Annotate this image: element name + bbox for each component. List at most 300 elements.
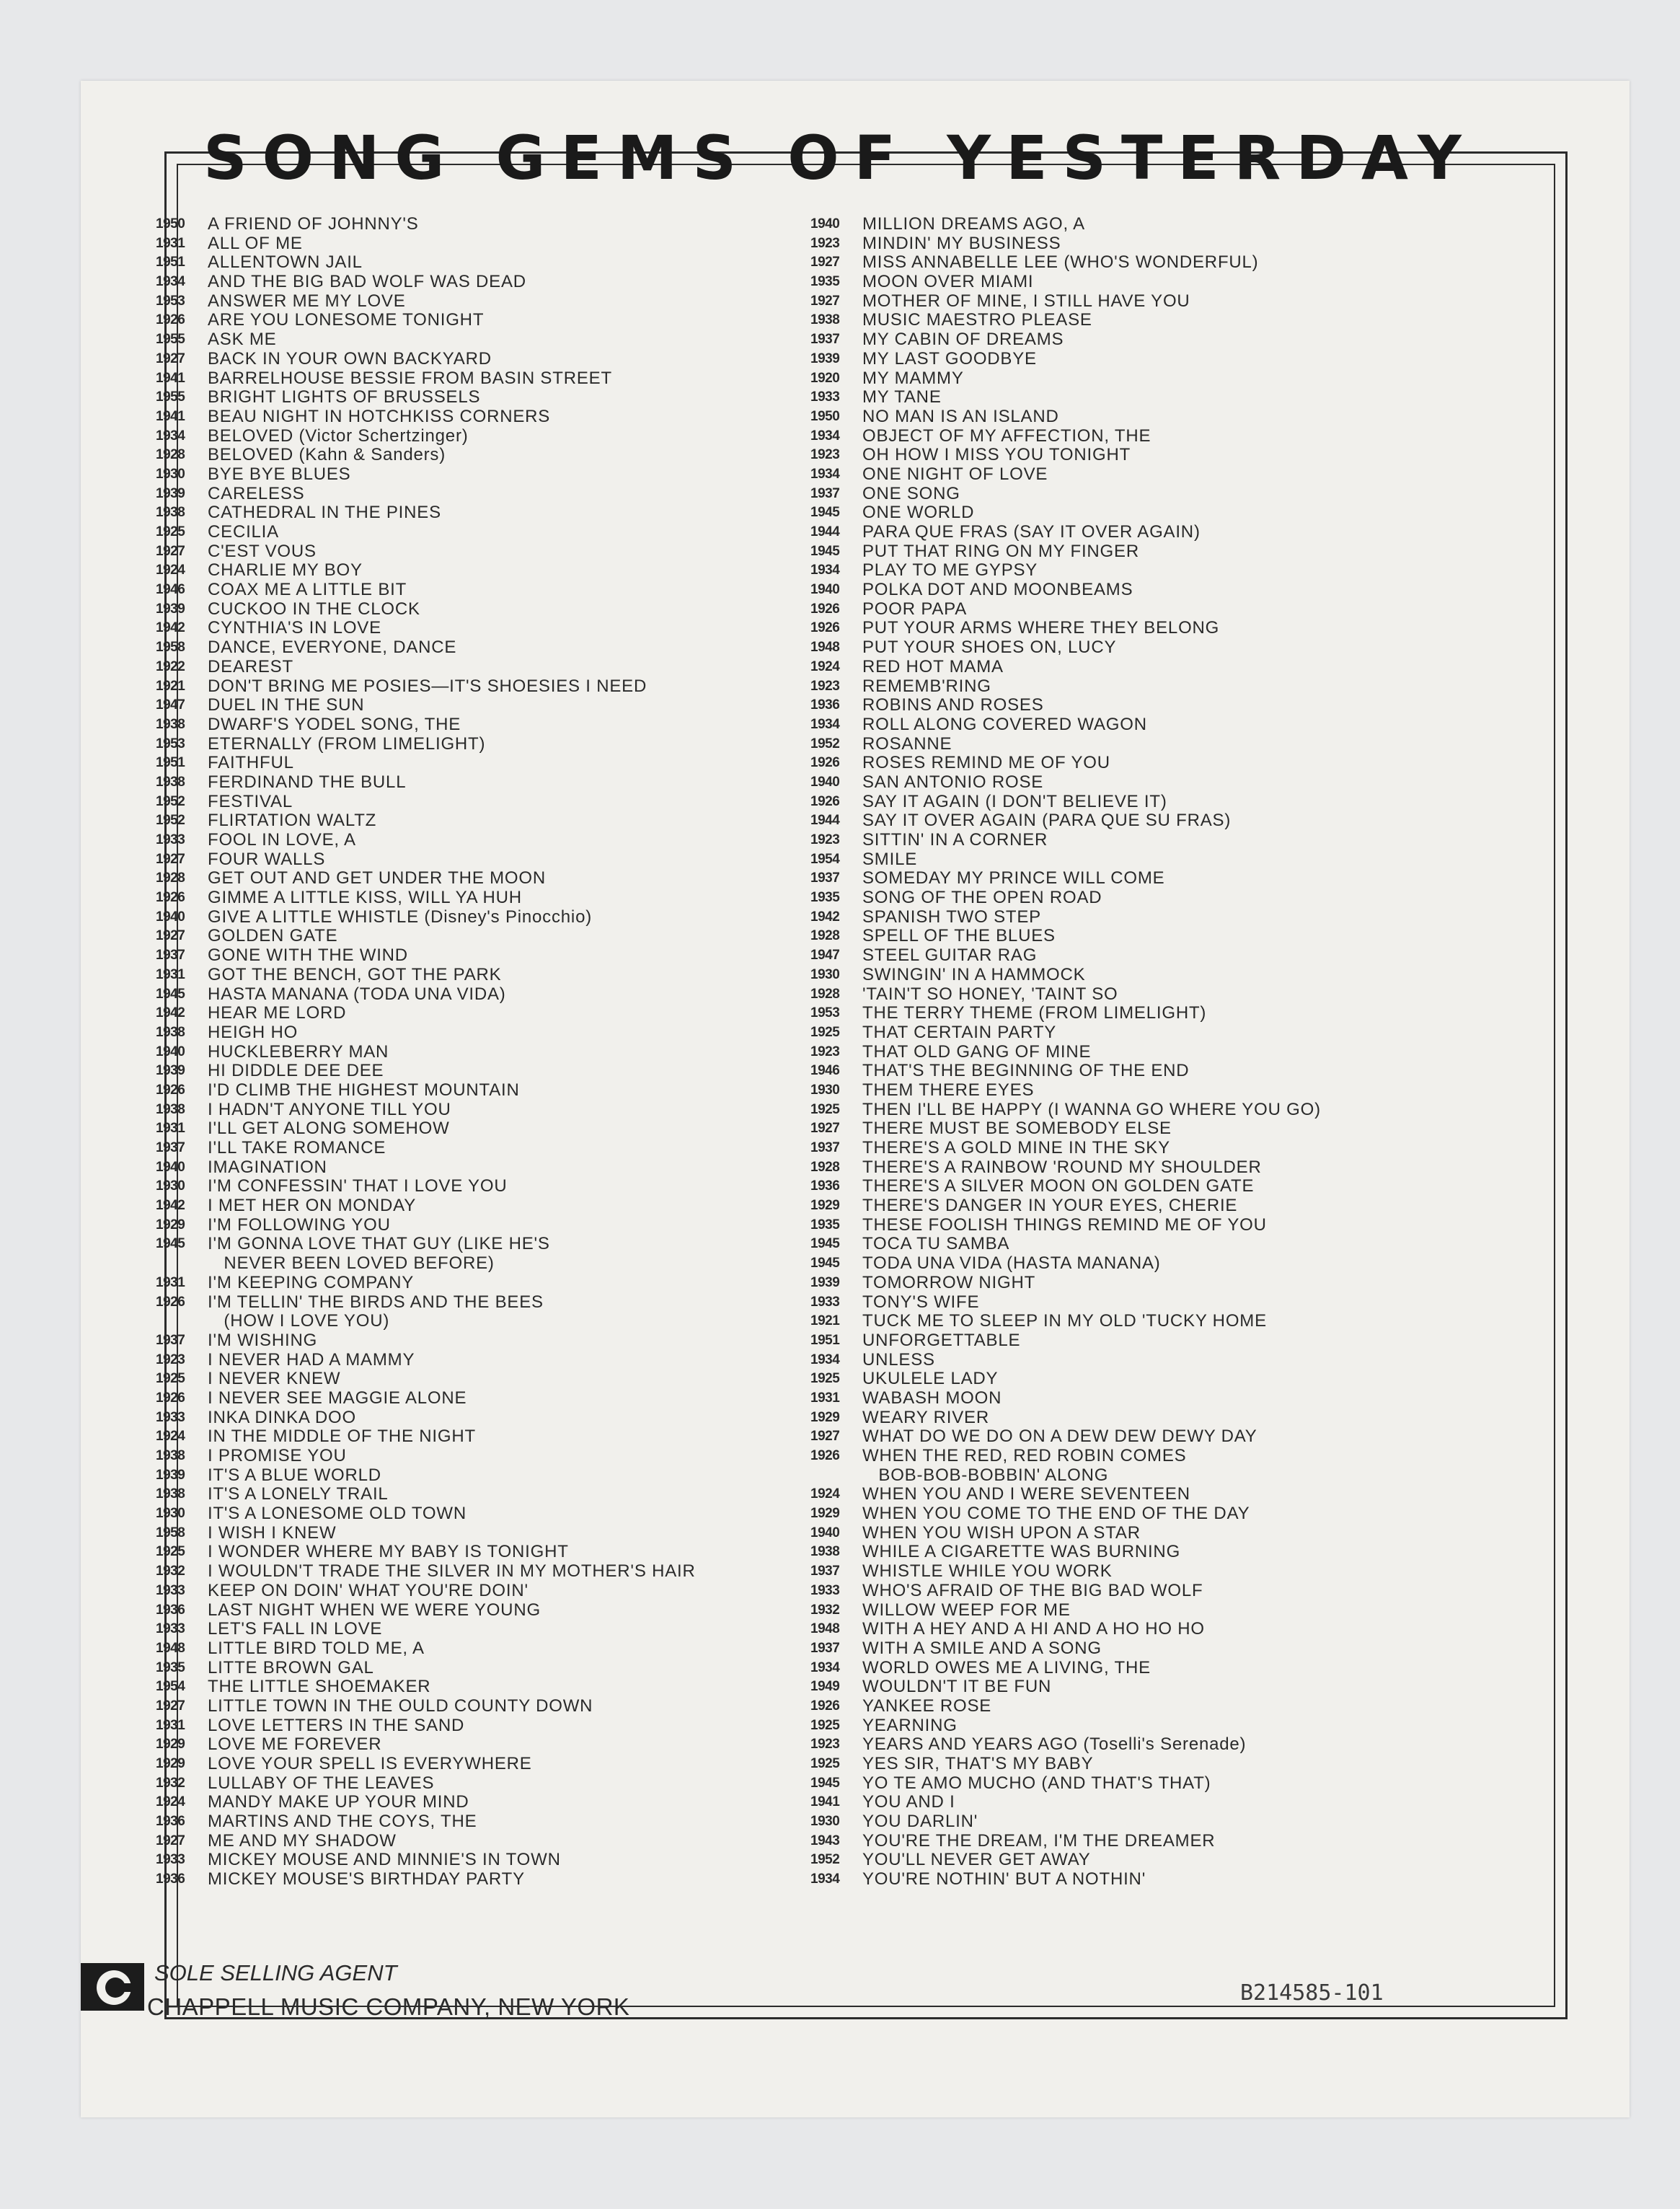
song-entry xyxy=(156,1562,776,1582)
song-year: 1948 xyxy=(810,1621,840,1637)
song-year: 1937 xyxy=(156,948,185,964)
song-title: CUCKOO IN THE CLOCK xyxy=(208,599,420,619)
song-year: 1935 xyxy=(156,1659,185,1675)
song-year: 1924 xyxy=(810,1486,840,1502)
page-title: SONG GEMS OF YESTERDAY xyxy=(203,123,1477,193)
song-title: ANSWER ME MY LOVE xyxy=(208,291,406,311)
song-title: WEARY RIVER xyxy=(862,1407,989,1427)
song-entry xyxy=(810,1774,1431,1794)
song-entry xyxy=(810,1023,1431,1043)
song-entry xyxy=(810,542,1431,562)
song-title: FLIRTATION WALTZ xyxy=(208,811,377,831)
song-title: STEEL GUITAR RAG xyxy=(862,945,1038,966)
song-title: CATHEDRAL IN THE PINES xyxy=(208,503,441,523)
song-entry xyxy=(810,1485,1431,1504)
song-year: 1939 xyxy=(810,1274,840,1290)
song-title: TODA UNA VIDA (HASTA MANANA) xyxy=(862,1253,1161,1274)
song-title: I NEVER HAD A MAMMY xyxy=(208,1349,415,1370)
song-entry xyxy=(810,754,1431,773)
song-title: YANKEE ROSE xyxy=(862,1696,992,1716)
song-title: ONE SONG xyxy=(862,483,960,503)
song-title: I'M GONNA LOVE THAT GUY (LIKE HE'S NEVER BEEN LOVED BEFORE) xyxy=(208,1234,550,1274)
song-entry xyxy=(810,619,1431,638)
song-title: THERE MUST BE SOMEBODY ELSE xyxy=(862,1119,1172,1139)
song-title: I'M KEEPING COMPANY xyxy=(208,1272,415,1292)
song-title: ME AND MY SHADOW xyxy=(208,1830,397,1851)
song-year: 1930 xyxy=(156,1506,185,1522)
song-entry xyxy=(156,485,776,504)
song-year: 1953 xyxy=(156,293,185,309)
song-title: WITH A HEY AND A HI AND A HO HO HO xyxy=(862,1619,1205,1639)
song-year: 1934 xyxy=(810,1352,840,1367)
song-entry xyxy=(156,1716,776,1736)
song-year: 1926 xyxy=(810,1448,840,1463)
song-year: 1923 xyxy=(810,1044,840,1059)
song-entry xyxy=(156,1659,776,1678)
song-title: GONE WITH THE WIND xyxy=(208,945,408,966)
song-entry xyxy=(156,1812,776,1832)
song-entry xyxy=(810,1254,1431,1274)
song-title: FOOL IN LOVE, A xyxy=(208,830,356,850)
song-year: 1928 xyxy=(810,1159,840,1175)
song-title: CHARLIE MY BOY xyxy=(208,560,363,581)
song-entry xyxy=(810,811,1431,831)
song-year: 1933 xyxy=(156,1409,185,1425)
song-year: 1937 xyxy=(810,485,840,501)
song-year: 1932 xyxy=(810,1602,840,1618)
song-year: 1938 xyxy=(156,1101,185,1117)
song-title: MY TANE xyxy=(862,387,942,407)
song-entry xyxy=(810,1389,1431,1408)
song-title: WITH A SMILE AND A SONG xyxy=(862,1638,1102,1658)
song-year: 1931 xyxy=(156,235,185,251)
song-title: UNFORGETTABLE xyxy=(862,1330,1021,1350)
song-entry xyxy=(156,292,776,312)
song-entry xyxy=(810,1793,1431,1812)
song-title: LITTLE BIRD TOLD ME, A xyxy=(208,1638,425,1658)
song-title: THERE'S A RAINBOW 'ROUND MY SHOULDER xyxy=(862,1157,1262,1177)
song-year: 1945 xyxy=(156,986,185,1002)
song-entry xyxy=(156,1543,776,1562)
song-entry xyxy=(810,1081,1431,1101)
song-year: 1921 xyxy=(810,1313,840,1329)
song-entry xyxy=(810,1235,1431,1254)
song-year: 1926 xyxy=(156,890,185,906)
song-entry xyxy=(810,1119,1431,1139)
song-entry xyxy=(810,946,1431,966)
song-year: 1940 xyxy=(810,774,840,790)
song-title: TOMORROW NIGHT xyxy=(862,1272,1036,1292)
song-year: 1926 xyxy=(156,312,185,328)
song-title: ONE NIGHT OF LOVE xyxy=(862,464,1048,484)
song-title: PUT YOUR ARMS WHERE THEY BELONG xyxy=(862,618,1220,638)
song-entry xyxy=(156,1389,776,1408)
song-entry xyxy=(810,869,1431,889)
song-entry xyxy=(156,1755,776,1774)
song-year: 1942 xyxy=(810,909,840,925)
song-entry xyxy=(810,889,1431,908)
song-year: 1940 xyxy=(810,216,840,232)
song-entry xyxy=(810,1755,1431,1774)
song-title: CARELESS xyxy=(208,483,305,503)
song-year: 1953 xyxy=(810,1005,840,1021)
song-entry xyxy=(810,350,1431,369)
song-entry xyxy=(810,1677,1431,1697)
song-title: THAT OLD GANG OF MINE xyxy=(862,1041,1092,1062)
song-title: ETERNALLY (FROM LIMELIGHT) xyxy=(208,733,486,754)
song-year: 1925 xyxy=(810,1371,840,1387)
song-year: 1953 xyxy=(156,736,185,751)
song-title: MUSIC MAESTRO PLEASE xyxy=(862,310,1092,330)
song-title: LOVE ME FOREVER xyxy=(208,1734,382,1755)
song-entry xyxy=(810,696,1431,715)
song-entry xyxy=(156,793,776,812)
song-title: WILLOW WEEP FOR ME xyxy=(862,1600,1071,1620)
song-year: 1934 xyxy=(810,1871,840,1887)
song-year: 1948 xyxy=(810,640,840,656)
song-title: I HADN'T ANYONE TILL YOU xyxy=(208,1099,451,1119)
song-title: POOR PAPA xyxy=(862,599,968,619)
song-entry xyxy=(156,1851,776,1870)
song-year: 1945 xyxy=(156,1236,185,1252)
song-entry xyxy=(156,1062,776,1081)
song-entry xyxy=(810,465,1431,485)
song-year: 1930 xyxy=(810,1082,840,1098)
song-entry xyxy=(810,927,1431,946)
song-entry xyxy=(156,1043,776,1062)
song-title: YES SIR, THAT'S MY BABY xyxy=(862,1754,1094,1774)
song-year: 1939 xyxy=(156,485,185,501)
song-title: MOTHER OF MINE, I STILL HAVE YOU xyxy=(862,291,1190,311)
song-title: UKULELE LADY xyxy=(862,1369,999,1389)
song-entry xyxy=(156,696,776,715)
song-entry xyxy=(810,1101,1431,1120)
song-entry xyxy=(156,1351,776,1370)
song-entry xyxy=(156,754,776,773)
song-title: MY MAMMY xyxy=(862,368,964,388)
song-title: THE LITTLE SHOEMAKER xyxy=(208,1677,431,1697)
song-entry xyxy=(810,1601,1431,1621)
song-year: 1945 xyxy=(810,505,840,521)
song-entry xyxy=(810,292,1431,312)
song-year: 1925 xyxy=(156,524,185,539)
song-year: 1926 xyxy=(810,601,840,617)
song-title: BACK IN YOUR OWN BACKYARD xyxy=(208,348,492,369)
song-year: 1938 xyxy=(156,505,185,521)
song-title: MINDIN' MY BUSINESS xyxy=(862,233,1061,253)
song-entry xyxy=(156,927,776,946)
song-entry xyxy=(156,1639,776,1659)
song-entry xyxy=(156,581,776,600)
song-year: 1927 xyxy=(810,1121,840,1137)
song-entry xyxy=(810,369,1431,389)
song-year: 1936 xyxy=(810,1178,840,1194)
song-entry xyxy=(810,1408,1431,1428)
song-title: ALLENTOWN JAIL xyxy=(208,252,363,273)
song-year: 1926 xyxy=(810,620,840,636)
song-year: 1938 xyxy=(156,1486,185,1502)
song-year: 1945 xyxy=(810,1775,840,1791)
song-year: 1934 xyxy=(810,466,840,482)
song-entry xyxy=(156,831,776,850)
song-year: 1934 xyxy=(810,563,840,578)
song-year: 1946 xyxy=(810,1063,840,1079)
song-year: 1945 xyxy=(810,1256,840,1271)
song-title: ALL OF ME xyxy=(208,233,303,253)
song-title: SAN ANTONIO ROSE xyxy=(862,772,1044,792)
song-entry xyxy=(810,1562,1431,1582)
song-year: 1938 xyxy=(810,312,840,328)
song-title: I MET HER ON MONDAY xyxy=(208,1196,416,1216)
song-entry xyxy=(156,215,776,234)
song-entry xyxy=(810,1735,1431,1755)
song-entry xyxy=(810,1832,1431,1851)
song-entry xyxy=(156,350,776,369)
song-title: PUT YOUR SHOES ON, LUCY xyxy=(862,638,1117,658)
song-year: 1927 xyxy=(156,1833,185,1848)
song-year: 1934 xyxy=(810,1659,840,1675)
song-title: BRIGHT LIGHTS OF BRUSSELS xyxy=(208,387,481,407)
song-entry xyxy=(810,234,1431,254)
song-entry xyxy=(810,1620,1431,1639)
song-entry xyxy=(810,1004,1431,1023)
song-title: TONY'S WIFE xyxy=(862,1292,980,1312)
song-entry xyxy=(156,1370,776,1389)
song-year: 1938 xyxy=(156,716,185,732)
song-title: ROSANNE xyxy=(862,733,952,754)
song-title: SOMEDAY MY PRINCE WILL COME xyxy=(862,868,1165,889)
song-entry xyxy=(810,215,1431,234)
song-entry xyxy=(810,1639,1431,1659)
song-entry xyxy=(810,1293,1431,1313)
song-title: BEAU NIGHT IN HOTCHKISS CORNERS xyxy=(208,406,551,426)
song-year: 1929 xyxy=(156,1737,185,1752)
song-title: HI DIDDLE DEE DEE xyxy=(208,1061,384,1081)
song-year: 1938 xyxy=(810,1544,840,1560)
song-entry xyxy=(156,735,776,754)
song-year: 1933 xyxy=(156,1582,185,1598)
song-title: THEM THERE EYES xyxy=(862,1080,1035,1100)
song-year: 1937 xyxy=(810,332,840,348)
song-year: 1949 xyxy=(810,1679,840,1695)
song-year: 1952 xyxy=(156,793,185,809)
song-title: THAT'S THE BEGINNING OF THE END xyxy=(862,1061,1190,1081)
song-entry xyxy=(810,1351,1431,1370)
song-title: OBJECT OF MY AFFECTION, THE xyxy=(862,426,1151,446)
song-title: MY LAST GOODBYE xyxy=(862,348,1037,369)
song-entry xyxy=(810,735,1431,754)
song-entry xyxy=(810,1043,1431,1062)
song-year: 1924 xyxy=(156,563,185,578)
song-title: MARTINS AND THE COYS, THE xyxy=(208,1812,477,1832)
song-title: YOU DARLIN' xyxy=(862,1812,978,1832)
song-year: 1952 xyxy=(810,1852,840,1868)
song-entry xyxy=(810,1062,1431,1081)
song-entry xyxy=(810,1851,1431,1870)
song-year: 1942 xyxy=(156,1198,185,1214)
song-title: MICKEY MOUSE AND MINNIE'S IN TOWN xyxy=(208,1850,561,1870)
song-title: LOVE YOUR SPELL IS EVERYWHERE xyxy=(208,1754,532,1774)
song-year: 1939 xyxy=(156,1063,185,1079)
song-year: 1922 xyxy=(156,658,185,674)
song-title: BELOVED (Kahn & Sanders) xyxy=(208,445,446,465)
song-entry xyxy=(810,985,1431,1005)
song-title: FERDINAND THE BULL xyxy=(208,772,407,792)
song-title: LITTLE TOWN IN THE OULD COUNTY DOWN xyxy=(208,1696,593,1716)
song-entry xyxy=(156,369,776,389)
song-entry xyxy=(810,908,1431,927)
song-year: 1940 xyxy=(810,1525,840,1540)
song-title: POLKA DOT AND MOONBEAMS xyxy=(862,580,1133,600)
song-entry xyxy=(810,1524,1431,1543)
song-year: 1930 xyxy=(156,466,185,482)
song-title: GIVE A LITTLE WHISTLE (Disney's Pinocchio) xyxy=(208,907,593,927)
song-title: YEARNING xyxy=(862,1715,958,1735)
song-title: FOUR WALLS xyxy=(208,849,326,869)
catalog-number: B214585-101 xyxy=(1240,1980,1384,2006)
song-year: 1923 xyxy=(156,1352,185,1367)
song-year: 1939 xyxy=(156,601,185,617)
song-entry xyxy=(810,831,1431,850)
song-entry xyxy=(810,715,1431,735)
song-entry xyxy=(156,273,776,292)
song-entry xyxy=(156,1235,776,1273)
song-title: MY CABIN OF DREAMS xyxy=(862,330,1064,350)
song-year: 1944 xyxy=(810,524,840,539)
song-entry xyxy=(156,330,776,350)
song-year: 1945 xyxy=(810,543,840,559)
song-entry xyxy=(156,1427,776,1447)
song-title: YOU AND I xyxy=(862,1792,955,1812)
song-entry xyxy=(810,1177,1431,1196)
song-entry xyxy=(156,1216,776,1235)
song-year: 1925 xyxy=(810,1024,840,1040)
song-year: 1926 xyxy=(156,1390,185,1406)
song-year: 1937 xyxy=(156,1140,185,1155)
song-year: 1950 xyxy=(810,408,840,424)
song-title: I'M WISHING xyxy=(208,1330,318,1350)
song-title: HEAR ME LORD xyxy=(208,1003,347,1023)
song-title: ONE WORLD xyxy=(862,503,975,523)
song-year: 1933 xyxy=(810,1582,840,1598)
song-entry xyxy=(156,985,776,1005)
song-year: 1925 xyxy=(156,1544,185,1560)
song-year: 1927 xyxy=(156,350,185,366)
song-year: 1954 xyxy=(156,1679,185,1695)
song-title: IT'S A BLUE WORLD xyxy=(208,1465,381,1485)
song-title: ASK ME xyxy=(208,330,277,350)
song-title: IT'S A LONELY TRAIL xyxy=(208,1484,389,1504)
song-title: WHILE A CIGARETTE WAS BURNING xyxy=(862,1542,1181,1562)
song-year: 1958 xyxy=(156,640,185,656)
song-title: WABASH MOON xyxy=(862,1388,1002,1408)
song-title: I WOULDN'T TRADE THE SILVER IN MY MOTHER'S HAIR xyxy=(208,1561,696,1582)
song-title: PARA QUE FRAS (SAY IT OVER AGAIN) xyxy=(862,522,1201,542)
song-entry xyxy=(810,793,1431,812)
song-year: 1923 xyxy=(810,235,840,251)
song-entry xyxy=(810,658,1431,677)
song-year: 1940 xyxy=(156,1044,185,1059)
song-entry xyxy=(156,234,776,254)
song-entry xyxy=(156,619,776,638)
song-year: 1947 xyxy=(156,697,185,713)
song-year: 1925 xyxy=(810,1101,840,1117)
song-title: REMEMB'RING xyxy=(862,676,991,696)
song-entry xyxy=(810,773,1431,793)
song-year: 1921 xyxy=(156,678,185,694)
song-entry xyxy=(810,1427,1431,1447)
song-year: 1926 xyxy=(156,1294,185,1310)
song-title: YEARS AND YEARS AGO (Toselli's Serenade) xyxy=(862,1734,1247,1755)
song-year: 1943 xyxy=(810,1833,840,1848)
song-year: 1941 xyxy=(810,1794,840,1810)
song-entry xyxy=(156,1081,776,1101)
song-year: 1933 xyxy=(810,1294,840,1310)
song-entry xyxy=(810,1716,1431,1736)
song-year: 1958 xyxy=(156,1525,185,1540)
song-title: ROLL ALONG COVERED WAGON xyxy=(862,714,1147,734)
song-year: 1951 xyxy=(810,1332,840,1348)
song-title: ROBINS AND ROSES xyxy=(862,695,1044,715)
song-year: 1929 xyxy=(810,1198,840,1214)
song-year: 1924 xyxy=(156,1429,185,1445)
song-year: 1938 xyxy=(156,1448,185,1464)
song-entry xyxy=(156,1677,776,1697)
song-year: 1946 xyxy=(156,582,185,598)
song-year: 1951 xyxy=(156,755,185,771)
song-title: I'LL GET ALONG SOMEHOW xyxy=(208,1119,450,1139)
song-year: 1927 xyxy=(810,1429,840,1445)
song-entry xyxy=(810,523,1431,542)
song-year: 1927 xyxy=(156,1698,185,1714)
song-entry xyxy=(156,503,776,523)
song-year: 1926 xyxy=(156,1082,185,1098)
song-entry xyxy=(156,1274,776,1293)
song-title: OH HOW I MISS YOU TONIGHT xyxy=(862,445,1131,465)
song-entry xyxy=(156,1466,776,1486)
song-title: FESTIVAL xyxy=(208,791,293,811)
song-year: 1937 xyxy=(810,1564,840,1579)
song-title: WHO'S AFRAID OF THE BIG BAD WOLF xyxy=(862,1580,1203,1600)
song-year: 1924 xyxy=(810,658,840,674)
song-entry xyxy=(156,465,776,485)
song-title: SPANISH TWO STEP xyxy=(862,907,1041,927)
song-title: I'M CONFESSIN' THAT I LOVE YOU xyxy=(208,1176,508,1196)
song-year: 1923 xyxy=(810,678,840,694)
song-year: 1925 xyxy=(156,1371,185,1387)
song-title: WHAT DO WE DO ON A DEW DEW DEWY DAY xyxy=(862,1427,1257,1447)
song-year: 1931 xyxy=(156,1274,185,1290)
song-title: GOLDEN GATE xyxy=(208,926,338,946)
song-title: INKA DINKA DOO xyxy=(208,1407,356,1427)
song-title: PUT THAT RING ON MY FINGER xyxy=(862,541,1139,561)
song-entry xyxy=(810,1870,1431,1890)
song-year: 1950 xyxy=(156,216,185,232)
song-entry xyxy=(810,1447,1431,1485)
song-title: SMILE xyxy=(862,849,918,869)
song-year: 1927 xyxy=(156,851,185,867)
song-year: 1955 xyxy=(156,389,185,405)
song-entry xyxy=(156,253,776,273)
song-entry xyxy=(156,638,776,658)
song-title: HASTA MANANA (TODA UNA VIDA) xyxy=(208,984,506,1004)
song-entry xyxy=(156,1697,776,1716)
song-year: 1932 xyxy=(156,1775,185,1791)
song-entry xyxy=(156,1832,776,1851)
song-title: IN THE MIDDLE OF THE NIGHT xyxy=(208,1427,476,1447)
song-entry xyxy=(810,1139,1431,1158)
song-title: I WISH I KNEW xyxy=(208,1522,337,1543)
